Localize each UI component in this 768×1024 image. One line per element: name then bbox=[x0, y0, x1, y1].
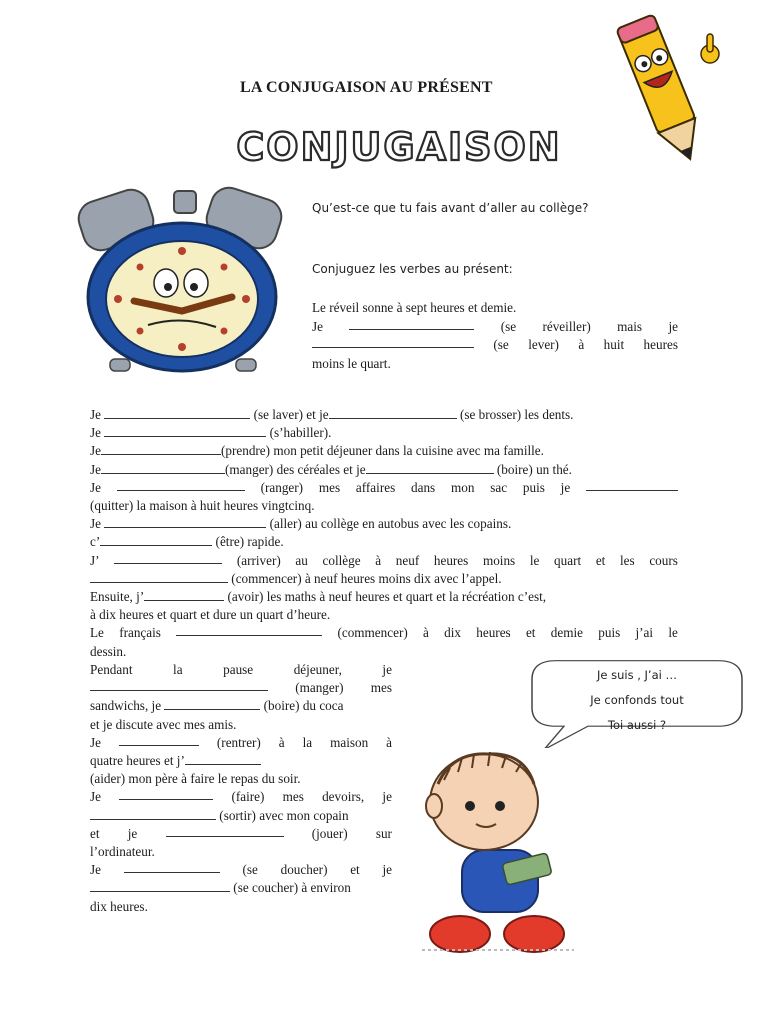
conjugaison-banner bbox=[232, 118, 567, 174]
exercise-line: Le français (commencer) à dix heures et demie puis j’ai le bbox=[90, 625, 678, 641]
exercise-line: Je (rentrer) à la maison à bbox=[90, 734, 392, 750]
bubble-line: Je confonds tout bbox=[590, 693, 684, 707]
exercise-line: Je (faire) mes devoirs, je bbox=[90, 789, 392, 805]
svg-text:CONJUGAISON: CONJUGAISON bbox=[236, 125, 562, 169]
exercise-line: J’ (arriver) au collège à neuf heures moins le quart et les cours bbox=[90, 552, 678, 568]
exercise-line: quatre heures et j’ bbox=[90, 752, 392, 770]
intro-line: moins le quart. bbox=[312, 355, 391, 371]
exercise-line: Je (se doucher) et je bbox=[90, 862, 392, 878]
intro-line: Je (se réveiller) mais je bbox=[312, 318, 678, 334]
exercise-line: Je (prendre) mon petit déjeuner dans la cuisine avec ma famille. bbox=[90, 443, 544, 459]
exercise-line: Ensuite, j’ (avoir) les maths à neuf heures et quart et la récréation c’est, bbox=[90, 589, 547, 605]
exercise-paragraph bbox=[90, 406, 678, 661]
exercise-line: Je (ranger) mes affaires dans mon sac puis je bbox=[90, 479, 678, 497]
exercise-line: et je discute avec mes amis. bbox=[90, 716, 237, 732]
exercise-line: et je (jouer) sur bbox=[90, 825, 392, 841]
instruction-text: Conjuguez les verbes au présent: bbox=[312, 262, 513, 276]
exercise-line: Pendant la pause déjeuner, je bbox=[90, 662, 392, 677]
bubble-line: Je suis , J’ai … bbox=[596, 668, 677, 682]
exercise-line: dessin. bbox=[90, 643, 127, 659]
intro-line: Le réveil sonne à sept heures et demie. bbox=[312, 300, 517, 315]
question-text: Qu’est-ce que tu fais avant d’aller au collège? bbox=[312, 201, 589, 215]
exercise-line: c’ (être) rapide. bbox=[90, 534, 284, 550]
exercise-line: sandwichs, je (boire) du coca bbox=[90, 698, 344, 714]
exercise-line: Je (s’habiller). bbox=[90, 425, 332, 441]
pencil-mascot-illustration bbox=[598, 6, 728, 172]
alarm-clock-illustration bbox=[70, 175, 300, 390]
exercise-line: l’ordinateur. bbox=[90, 844, 155, 860]
exercise-line: (quitter) la maison à huit heures vingtcinq. bbox=[90, 498, 315, 514]
exercise-line: (sortir) avec mon copain bbox=[90, 807, 392, 825]
exercise-line: (se coucher) à environ bbox=[90, 879, 392, 897]
cartoon-boy-illustration bbox=[408, 740, 583, 955]
exercise-line: à dix heures et quart et dure un quart d’heure. bbox=[90, 607, 331, 623]
intro-line: (se lever) à huit heures bbox=[312, 336, 678, 355]
speech-bubble-text bbox=[528, 663, 746, 738]
exercise-line: Je (aller) au collège en autobus avec les copains. bbox=[90, 516, 512, 532]
bubble-line: Toi aussi ? bbox=[607, 718, 667, 732]
exercise-line: (aider) mon père à faire le repas du soir. bbox=[90, 771, 301, 787]
page-title: LA CONJUGAISON AU PRÉSENT bbox=[240, 79, 493, 96]
exercise-line: (manger) mes bbox=[90, 679, 392, 697]
exercise-line: Je (manger) des céréales et je (boire) un thé. bbox=[90, 461, 572, 477]
intro-paragraph bbox=[312, 299, 678, 373]
exercise-paragraph-2 bbox=[90, 661, 392, 916]
exercise-line: dix heures. bbox=[90, 898, 148, 914]
exercise-line: Je (se laver) et je (se brosser) les dents. bbox=[90, 407, 574, 422]
exercise-line: (commencer) à neuf heures moins dix avec l’appel. bbox=[90, 570, 678, 588]
